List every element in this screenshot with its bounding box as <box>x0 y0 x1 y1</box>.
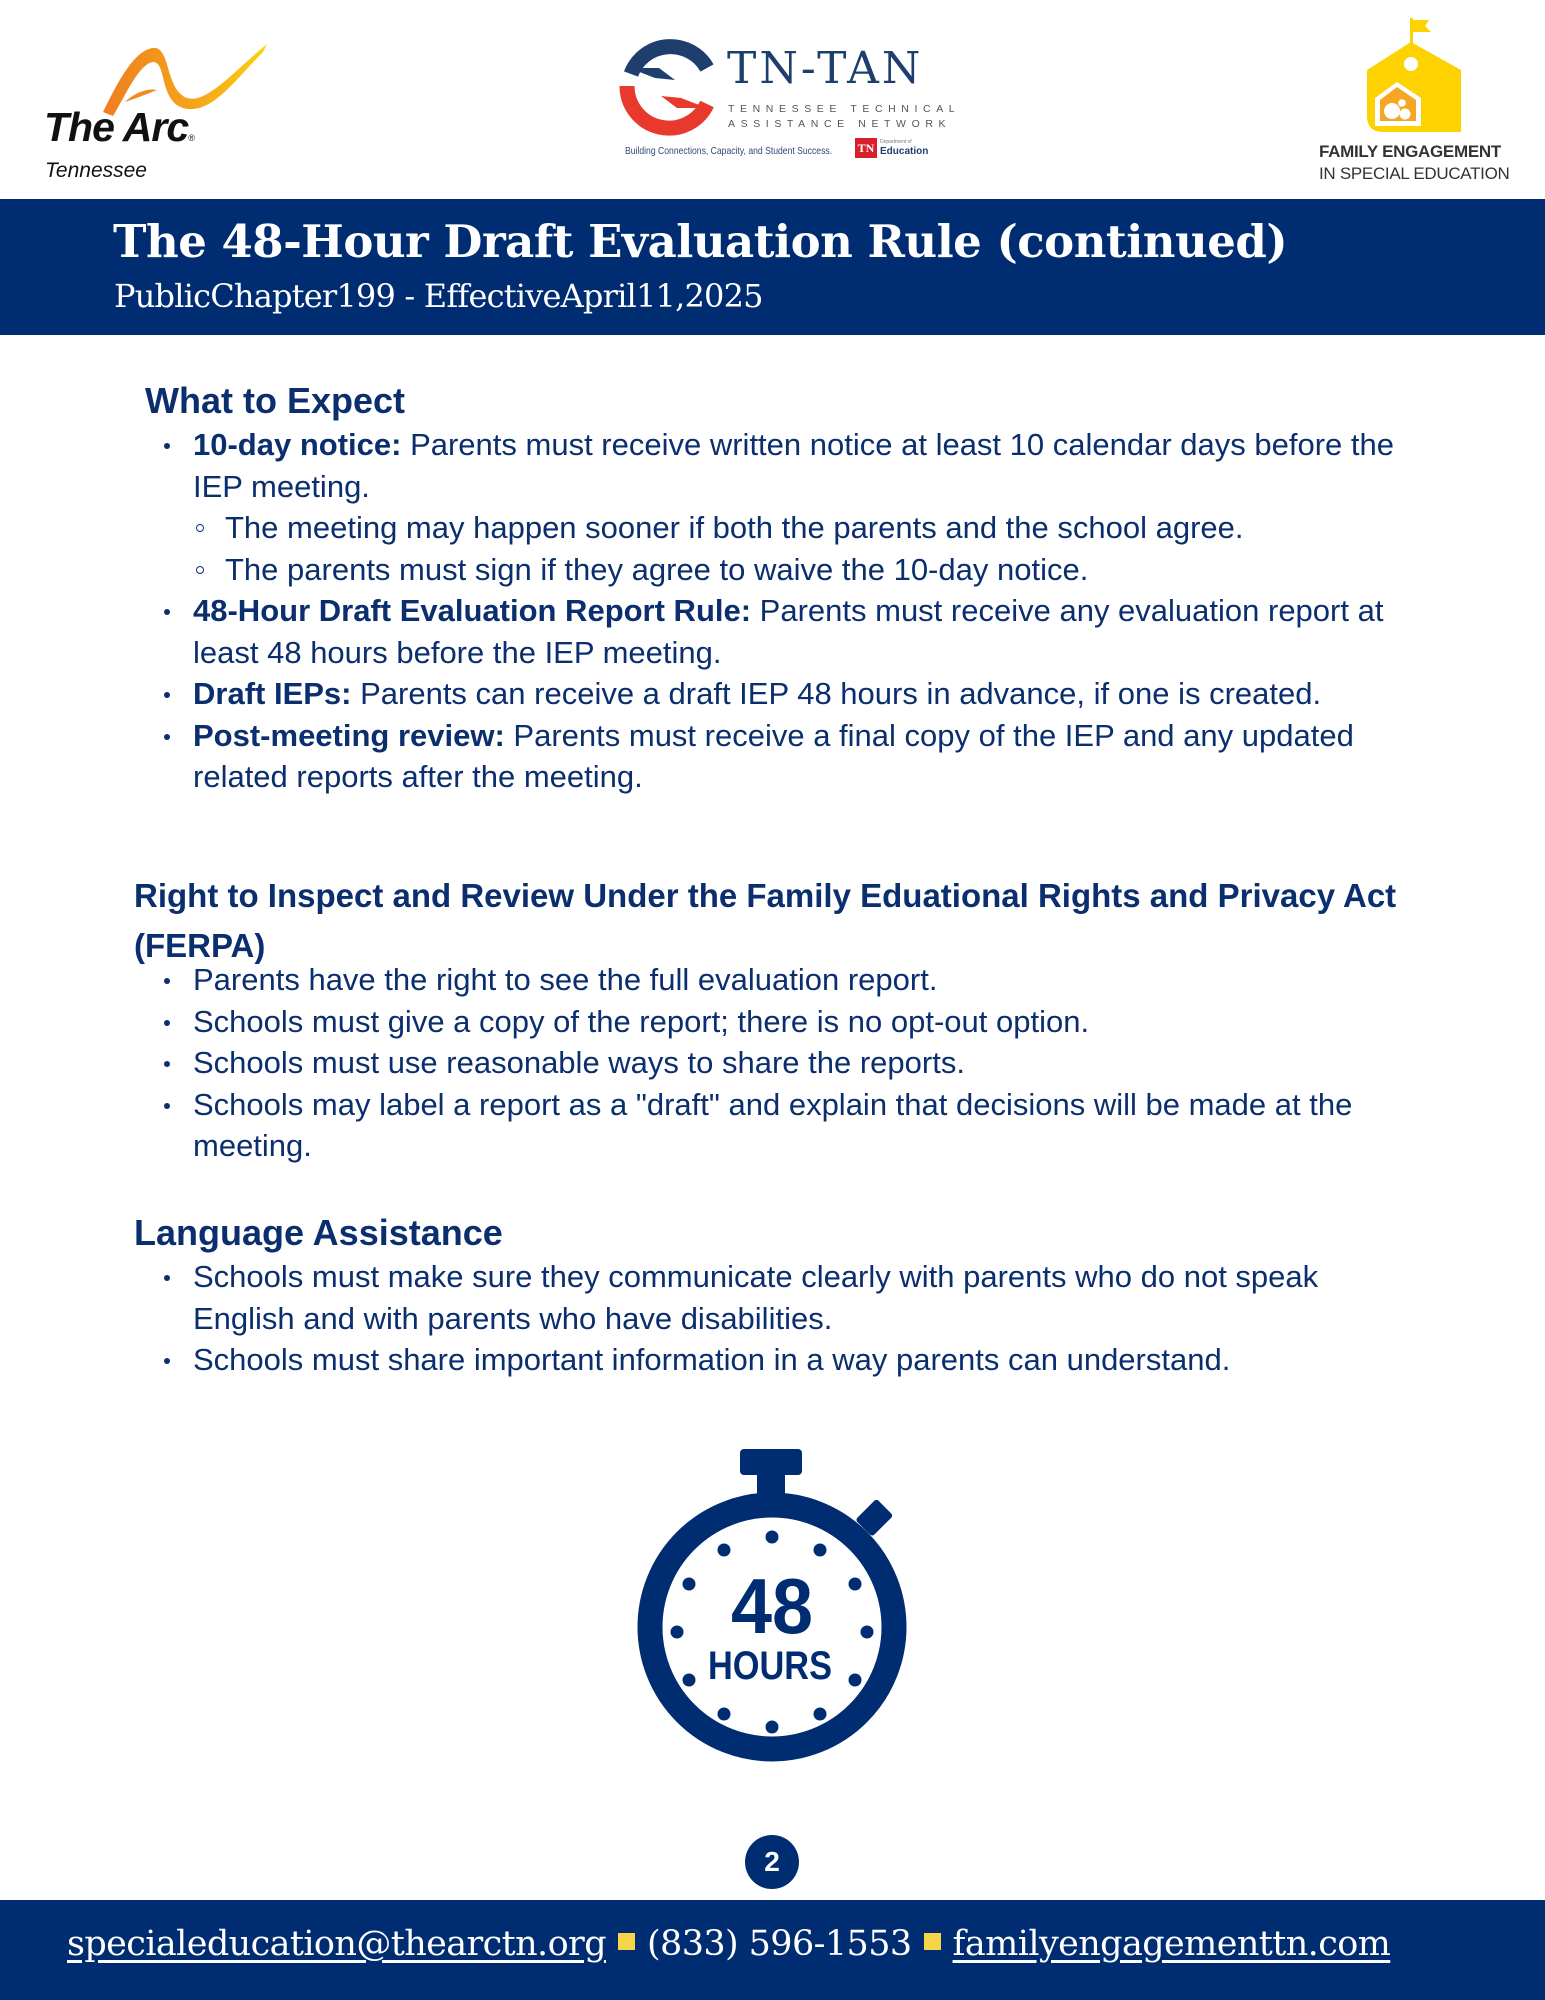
page-title: The 48-Hour Draft Evaluation Rule (continued) <box>113 215 1288 268</box>
tn-tan-logo <box>615 38 961 173</box>
ferpa-list <box>164 959 1424 1167</box>
page-subtitle: PublicChapter199 - EffectiveApril11,2025 <box>114 277 763 315</box>
separator-square-icon <box>924 1933 941 1950</box>
footer-website-link[interactable]: familyengagementtn.com <box>952 1924 1391 1964</box>
footer-email-link[interactable]: specialeducation@thearctn.org <box>67 1924 606 1964</box>
item-label: 10-day notice: <box>193 427 402 462</box>
separator-square-icon <box>618 1933 635 1950</box>
family-engagement-logo <box>1305 14 1545 194</box>
what-to-expect-list <box>164 424 1424 798</box>
list-item: Schools must use reasonable ways to share the reports. <box>164 1042 1424 1084</box>
item-label: 48-Hour Draft Evaluation Report Rule: <box>193 593 752 628</box>
stopwatch-icon <box>630 1445 920 1770</box>
arc-logo-reg: ® <box>188 133 194 143</box>
page-number-badge: 2 <box>745 1835 799 1889</box>
sub-list-item: The parents must sign if they agree to waive the 10-day notice. <box>193 549 1424 591</box>
footer-phone: (833) 596-1553 <box>647 1924 912 1964</box>
footer-bar <box>0 1900 1545 2000</box>
fe-logo-line1: FAMILY ENGAGEMENT <box>1319 142 1501 161</box>
list-item: Schools must give a copy of the report; there is no opt-out option. <box>164 1001 1424 1043</box>
list-item <box>164 673 1424 715</box>
section-heading-ferpa: Right to Inspect and Review Under the Family Eduational Rights and Privacy Act (FERPA) <box>134 877 1397 964</box>
tn-badge: TN <box>855 138 877 158</box>
section-heading-language-assistance: Language Assistance <box>134 1212 503 1253</box>
arc-logo-name: The Arc <box>44 104 189 150</box>
list-item: Schools must share important information in a way parents can understand. <box>164 1339 1394 1381</box>
the-arc-tennessee-logo <box>40 36 280 186</box>
sub-list-item: The meeting may happen sooner if both the parents and the school agree. <box>193 507 1424 549</box>
list-item: Parents have the right to see the full evaluation report. <box>164 959 1424 1001</box>
list-item: Schools may label a report as a "draft" and explain that decisions will be made at the meeting. <box>164 1084 1424 1167</box>
tn-dept-label: Department of <box>880 139 912 145</box>
fe-logo-line2: IN SPECIAL EDUCATION <box>1319 164 1510 183</box>
tntan-subtitle-line1: TENNESSEE TECHNICAL <box>728 103 961 115</box>
sub-list <box>193 507 1424 590</box>
item-text: Parents must receive a final copy of the IEP and any updated related reports after the meeting. <box>193 717 1354 794</box>
item-text: Parents must receive written notice at least 10 calendar days before the IEP meeting. <box>193 427 1394 504</box>
list-item <box>164 590 1424 673</box>
language-list <box>164 1256 1394 1381</box>
schoolhouse-icon <box>1355 14 1475 136</box>
item-text: Parents must receive any evaluation report at least 48 hours before the IEP meeting. <box>193 593 1384 670</box>
list-item <box>164 715 1424 798</box>
tn-edu-label: Education <box>880 146 929 157</box>
list-item <box>164 424 1424 590</box>
tntan-title: TN-TAN <box>727 43 924 94</box>
item-label: Post-meeting review: <box>193 717 505 753</box>
item-label: Draft IEPs: <box>193 676 352 711</box>
stopwatch-number: 48 <box>731 1562 813 1650</box>
section-heading-what-to-expect: What to Expect <box>145 380 406 421</box>
stopwatch-unit: HOURS <box>708 1644 832 1688</box>
tntan-subtitle-line2: ASSISTANCE NETWORK <box>728 118 952 130</box>
arc-logo-state: Tennessee <box>45 159 147 182</box>
item-text: Parents can receive a draft IEP 48 hours in advance, if one is created. <box>351 676 1322 711</box>
title-banner <box>0 199 1545 335</box>
hands-circle-icon <box>615 38 725 138</box>
stopwatch-graphic <box>630 1445 920 1770</box>
list-item: Schools must make sure they communicate clearly with parents who do not speak English and with parents who have disabilities. <box>164 1256 1394 1339</box>
tntan-tagline: Building Connections, Capacity, and Student Success. <box>625 145 833 157</box>
